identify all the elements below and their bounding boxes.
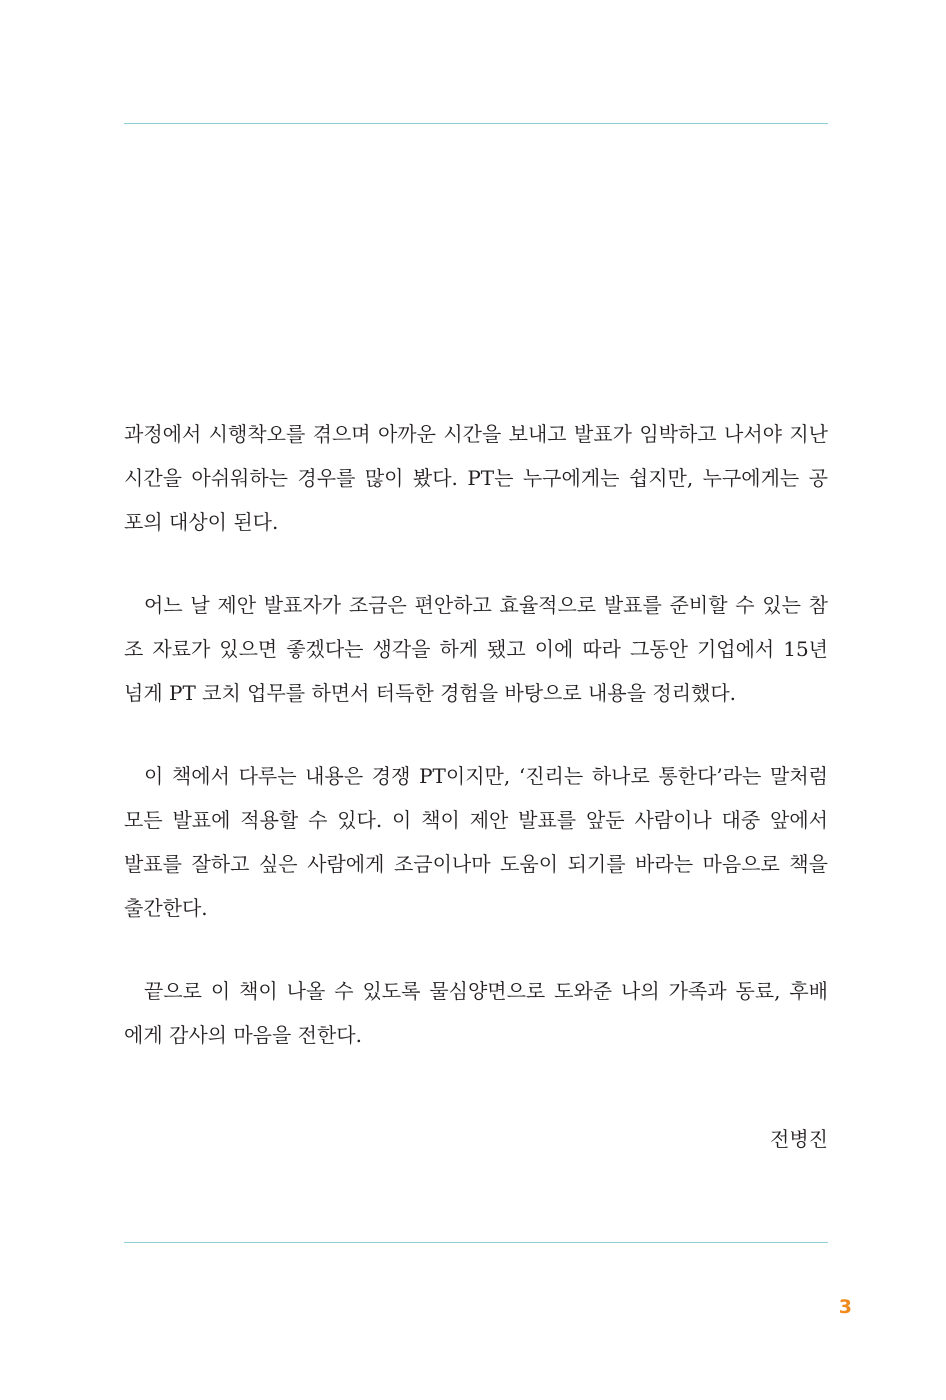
paragraph-2 — [124, 583, 828, 715]
page-number: 3 — [838, 1296, 852, 1318]
text-line: 어느 날 제안 발표자가 조금은 편안하고 효율적으로 발표를 준비할 수 있는 참 — [144, 593, 828, 617]
text-line: 에게 감사의 마음을 전한다. — [124, 1023, 362, 1047]
text-line: 조 자료가 있으면 좋겠다는 생각을 하게 됐고 이에 따라 그동안 기업에서 15년 — [124, 637, 828, 661]
text-line: 넘게 PT 코치 업무를 하면서 터득한 경험을 바탕으로 내용을 정리했다. — [124, 681, 737, 705]
text-line: 이 책에서 다루는 내용은 경쟁 PT이지만, ‘진리는 하나로 통한다’라는 말처럼 — [144, 764, 828, 788]
text-line: 모든 발표에 적용할 수 있다. 이 책이 제안 발표를 앞둔 사람이나 대중 앞에서 — [124, 808, 828, 832]
text-line: 발표를 잘하고 싶은 사람에게 조금이나마 도움이 되기를 바라는 마음으로 책을 — [124, 852, 828, 876]
text-line: 끝으로 이 책이 나올 수 있도록 물심양면으로 도와준 나의 가족과 동료, 후배 — [144, 979, 828, 1003]
bottom-divider — [124, 1242, 828, 1243]
text-line: 출간한다. — [124, 896, 208, 920]
author-signature: 전병진 — [770, 1127, 828, 1151]
paragraph-3 — [124, 754, 828, 930]
paragraph-4 — [124, 969, 828, 1057]
text-line: 포의 대상이 된다. — [124, 510, 279, 534]
top-divider — [124, 123, 828, 124]
text-line: 과정에서 시행착오를 겪으며 아까운 시간을 보내고 발표가 임박하고 나서야 지난 — [124, 422, 828, 446]
text-line: 시간을 아쉬워하는 경우를 많이 봤다. PT는 누구에게는 쉽지만, 누구에게는 공 — [124, 466, 828, 490]
body-text — [124, 412, 828, 1096]
paragraph-1 — [124, 412, 828, 544]
